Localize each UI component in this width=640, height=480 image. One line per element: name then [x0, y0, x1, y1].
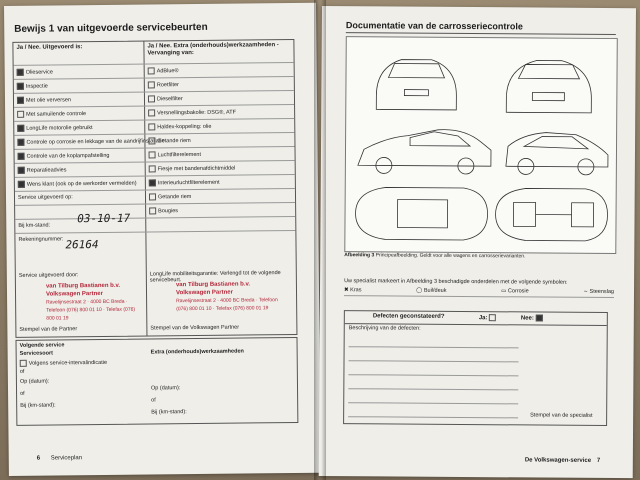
row-item-right: Bougies — [149, 207, 178, 214]
service-table — [12, 39, 297, 338]
checkbox[interactable] — [17, 83, 24, 90]
extra-header: Extra (onderhouds)werkzaamheden — [150, 348, 244, 356]
checkbox[interactable] — [17, 97, 24, 104]
of-label-2: of — [151, 397, 156, 404]
stamp-left: van Tilburg Bastianen b.v. Volkswagen Partner Ravelijnsestraat 2 · 4000 BC Breda · Telefoon (076) 800 01 10 · Telefax (076) 800 01 19 — [45, 282, 136, 322]
row-item-right: Fiesje met bandenafdichtmiddel — [149, 165, 236, 173]
description-lines — [348, 333, 519, 418]
row-item-right: Getande riem — [149, 193, 191, 200]
stamp-label-right: Stempel van de Volkswagen Partner — [150, 324, 240, 332]
checkbox[interactable] — [17, 139, 24, 146]
row-item-left: Met samuilende controle — [17, 110, 86, 118]
footer-page-number: 6 — [36, 455, 41, 462]
checkbox[interactable] — [149, 151, 156, 158]
footer-brand: De Volkswagen-service — [524, 457, 592, 464]
no-checkbox[interactable] — [535, 314, 542, 321]
next-service-box — [15, 337, 298, 426]
bij-km-label: Bij (km-stand): — [20, 402, 56, 409]
handwritten-km: 26164 — [65, 238, 99, 252]
defects-question: Defecten geconstateerd? — [372, 313, 445, 320]
row-item-left: Olieservice — [17, 68, 53, 75]
row-item-right: AdBlue® — [148, 67, 179, 74]
specialist-stamp-label: Stempel van de specialist — [530, 412, 593, 419]
defects-box — [343, 310, 608, 426]
row-item-left: Bij km-stand: — [18, 222, 51, 229]
row-item-left: Rekeningnummer: — [18, 236, 64, 243]
checkbox[interactable] — [149, 193, 156, 200]
checkbox[interactable] — [20, 360, 27, 367]
checkbox[interactable] — [148, 81, 155, 88]
service-performed-by: Service uitgevoerd door: — [18, 272, 79, 279]
col2-header: Ja / Nee. Extra (onderhouds)werkzaamheden - Vervanging van: — [147, 42, 279, 57]
row-item-right: Dieselfilter — [148, 95, 183, 102]
checkbox[interactable] — [149, 207, 156, 214]
checkbox[interactable] — [148, 67, 155, 74]
checkbox[interactable] — [17, 125, 24, 132]
col1-header: Ja / Nee. Uitgevoerd is: — [16, 44, 83, 51]
checkbox[interactable] — [17, 111, 24, 118]
of-label: of — [20, 390, 25, 397]
checkbox[interactable] — [18, 153, 25, 160]
symbol-legend — [344, 278, 614, 298]
yes-label: Ja: — [479, 314, 498, 321]
handwritten-date: 03-10-17 — [77, 211, 131, 226]
option-interval: Volgens service-intervalindicatie — [20, 359, 107, 367]
legend-instruction: Uw specialist markeert in Afbeelding 3 beschadigde onderdelen met de volgende symbolen: — [344, 278, 568, 286]
checkbox[interactable] — [148, 95, 155, 102]
row-item-right: Luchtfilterelement — [149, 151, 201, 159]
row-item-right: Interieurluchtfilterelement — [149, 179, 220, 187]
checkbox[interactable] — [18, 167, 25, 174]
bij-km-label-2: Bij (km-stand): — [151, 409, 187, 416]
checkbox[interactable] — [148, 123, 155, 130]
figure-caption: Afbeelding 3 Principeafbeelding. Geldt voor alle wagens en carrosserievarianten. — [344, 252, 526, 260]
symbol-corrosie: ▭ Corrosie — [501, 288, 529, 295]
row-item-left: Controle op corrosie en lekkage van de aandrijfinstallatie — [17, 137, 164, 146]
checkbox[interactable] — [149, 165, 156, 172]
service-sort: Servicesoort — [19, 350, 54, 357]
option-or: of — [19, 368, 25, 375]
left-page — [4, 3, 321, 476]
op-datum-label: Op (datum): — [19, 378, 50, 385]
checkbox[interactable] — [149, 179, 156, 186]
row-item-left: Reparatieadvies — [18, 166, 67, 174]
row-item-left: LongLife motorolie gebruikt — [17, 124, 92, 132]
symbol-kras: ✖ Kras — [343, 287, 362, 294]
longlife-note: LongLife mobiliteitsgarantie: Verlengd tot de volgende servicebeurt. — [149, 270, 281, 284]
page-title-right: Documentatie van de carrosseriecontrole — [346, 20, 616, 35]
no-label: Nee: — [521, 314, 545, 321]
right-page — [319, 6, 636, 478]
row-item-left: Met olie verversen — [17, 96, 71, 104]
symbol-buil: ◯ Buil/deuk — [416, 287, 447, 294]
table-row — [15, 230, 295, 247]
checkbox[interactable] — [148, 137, 155, 144]
defects-description: Beschrijving van de defecten: — [348, 325, 421, 332]
row-item-right: Getande riem — [148, 137, 190, 144]
stamp-label-left: Stempel van de Partner — [19, 326, 78, 333]
row-item-left: Inspectie — [17, 83, 48, 90]
op-datum-label-2: Op (datum): — [150, 385, 181, 392]
car-outline-icon — [345, 37, 616, 253]
checkbox[interactable] — [17, 69, 24, 76]
yes-checkbox[interactable] — [489, 314, 496, 321]
row-item-right: Roetfilter — [148, 81, 179, 88]
row-item-left: Controle van de koplampafstelling — [18, 152, 110, 160]
stamp-right: van Tilburg Bastianen b.v. Volkswagen Partner Ravelijnsestraat 2 · 4000 BC Breda · Telefoon (076) 800 01 10 · Telefax (076) 800 01 19 — [175, 281, 278, 313]
car-diagram — [344, 36, 618, 254]
row-item-left: Wens klant (ook op de werkorder vermelden) — [18, 180, 137, 188]
checkbox[interactable] — [18, 181, 25, 188]
row-item-right: Versnellingsbakolie: DSG®, ATF — [148, 109, 236, 117]
next-service-title: Volgende service — [19, 342, 65, 349]
symbol-steenslag: ∼ Steenslag — [583, 288, 615, 296]
checkbox[interactable] — [148, 109, 155, 116]
row-item-left: Service uitgevoerd op: — [17, 194, 73, 201]
row-item-right: Haldex-koppeling: olie — [148, 123, 211, 131]
page-title: Bewijs 1 van uitgevoerde servicebeurten — [14, 21, 208, 35]
book-gutter — [314, 0, 326, 480]
footer-label: Serviceplan — [50, 455, 83, 462]
footer-page-number-right: 7 — [596, 457, 601, 464]
